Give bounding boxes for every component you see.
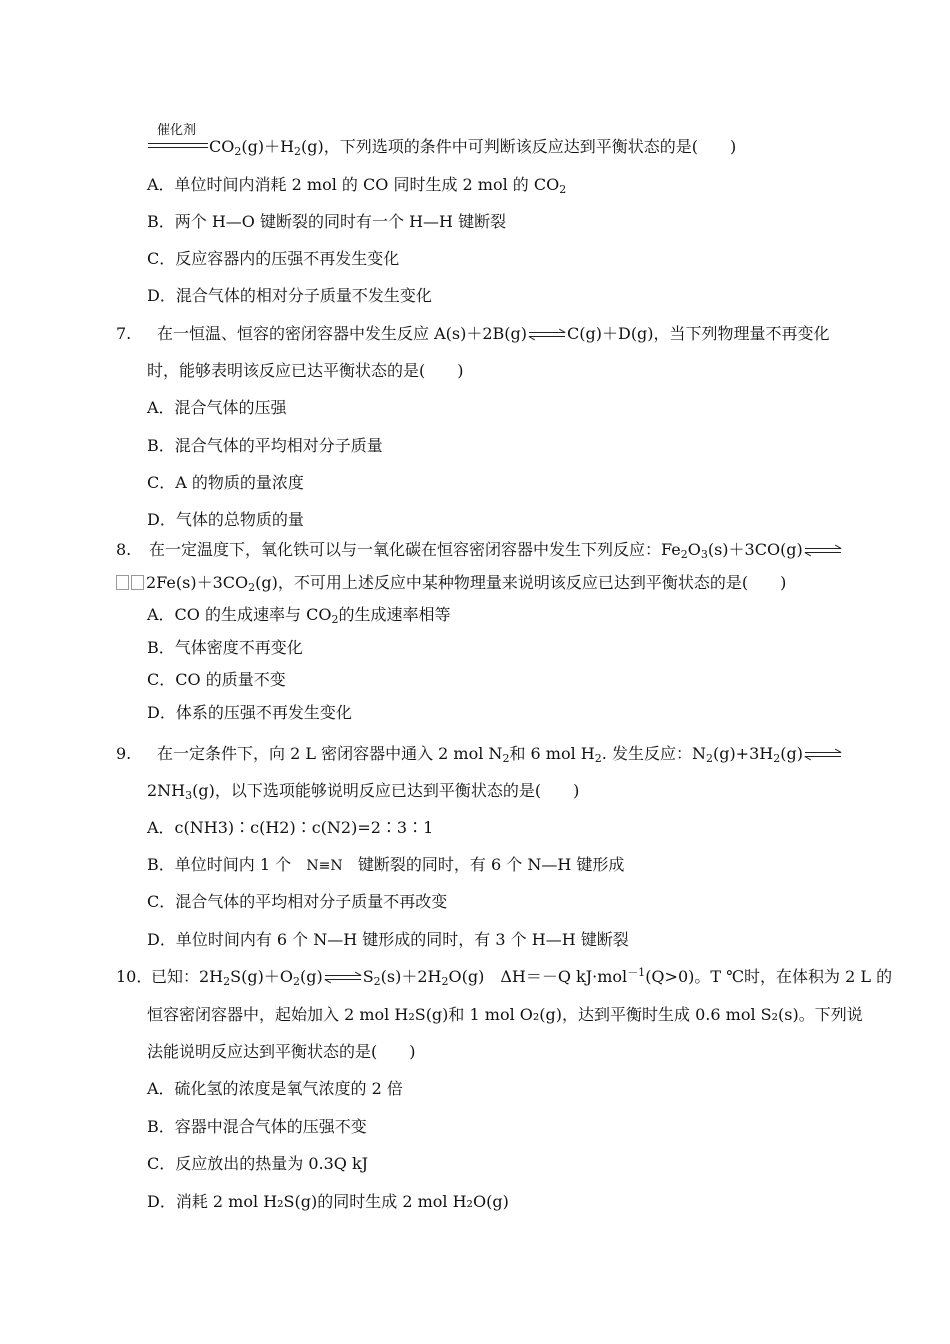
q7-option-c: C．A 的物质的量浓度: [147, 473, 304, 492]
q7-stem-line1: 在一恒温、恒容的密闭容器中发生反应 A(s)＋2B(g) C(g)＋D(g)，当下列物理量不再变化: [157, 324, 830, 343]
q6-stem: $CO_2(g)+H_2(g)$，下列选项的条件中可判断该反应达到平衡状态的是( ): [209, 137, 737, 158]
q10-stem-line3: 法能说明反应达到平衡状态的是( ): [147, 1042, 416, 1061]
q10-option-c: C．反应放出的热量为 0.3Q kJ: [147, 1154, 369, 1173]
q8-option-a: A．CO 的生成速率与 $CO_2$的生成速率相等: [147, 605, 451, 626]
q8-stem-line1: 在一定温度下，氧化铁可以与一氧化碳在恒容密闭容器中发生下列反应：$Fe_2O_3(s)+3CO(g)$: [149, 540, 843, 560]
q8-option-c: C．CO 的质量不变: [147, 670, 286, 689]
reversible-arrow: [148, 140, 208, 152]
catalyst-label: 催化剂: [157, 123, 197, 138]
q8-option-b: B．气体密度不再变化: [147, 638, 303, 657]
q10-option-d: D．消耗 2 mol H₂S(g)的同时生成 2 mol H₂O(g): [147, 1192, 509, 1211]
q7-option-d: D．气体的总物质的量: [147, 510, 304, 529]
q8-option-d: D．体系的压强不再发生变化: [147, 703, 352, 722]
q10-stem-line1: 已知：$2H_2S(g)+O_2(g)$ $S_2(s)+2H_2O(g)$ ΔH＝－Q kJ·mol$^{-1}$(Q>0)。T ℃时，在体积为 2 L 的: [151, 966, 893, 988]
q8-stem-line2: $2Fe(s)+3CO_2(g)$，不可用上述反应中某种物理量来说明该反应已达到平衡状态的是( ): [116, 573, 786, 593]
q6-option-b: B．两个 H—O 键断裂的同时有一个 H—H 键断裂: [147, 212, 507, 231]
q9-option-c: C．混合气体的平均相对分子质量不再改变: [147, 892, 448, 911]
q10-option-b: B．容器中混合气体的压强不变: [147, 1117, 367, 1136]
q7-number: 7.: [116, 324, 132, 343]
q6-option-a: A．单位时间内消耗 2 mol 的 CO 同时生成 2 mol 的 $CO_2$: [147, 175, 567, 196]
q9-option-b: B．单位时间内 1 个 N≡N 键断裂的同时，有 6 个 N—H 键形成: [147, 855, 625, 874]
q9-number: 9.: [116, 744, 132, 763]
q7-option-a: A．混合气体的压强: [147, 398, 287, 417]
q6-option-c: C．反应容器内的压强不再发生变化: [147, 249, 400, 268]
q10-option-a: A．硫化氢的浓度是氧气浓度的 2 倍: [147, 1079, 403, 1098]
q9-option-a: A．c(NH3)∶c(H2)∶c(N2)=2∶3∶1: [147, 818, 434, 837]
q8-number: 8.: [116, 540, 132, 559]
q7-stem-line2: 时，能够表明该反应已达平衡状态的是( ): [147, 361, 464, 380]
q9-option-d: D．单位时间内有 6 个 N—H 键形成的同时，有 3 个 H—H 键断裂: [147, 930, 629, 949]
q10-stem-line2: 恒容密闭容器中，起始加入 2 mol H₂S(g)和 1 mol O₂(g)，达到平衡时生成 0.6 mol S₂(s)。下列说: [147, 1005, 863, 1024]
equilibrium-arrow: [805, 546, 841, 556]
equilibrium-arrow: [325, 973, 361, 983]
equilibrium-arrow: [805, 750, 841, 760]
equilibrium-arrow: [529, 330, 565, 340]
q6-option-d: D．混合气体的相对分子质量不发生变化: [147, 286, 432, 305]
q9-stem-line1: 在一定条件下，向 2 L 密闭容器中通入 2 mol $N_2$和 6 mol $H_2$. 发生反应：$N_2(g)+3H_2(g)$: [157, 744, 843, 764]
q9-stem-line2: $2NH_3(g)$，以下选项能够说明反应已达到平衡状态的是( ): [147, 781, 580, 802]
q7-option-b: B．混合气体的平均相对分子质量: [147, 436, 383, 455]
q10-number: 10．: [116, 967, 153, 986]
